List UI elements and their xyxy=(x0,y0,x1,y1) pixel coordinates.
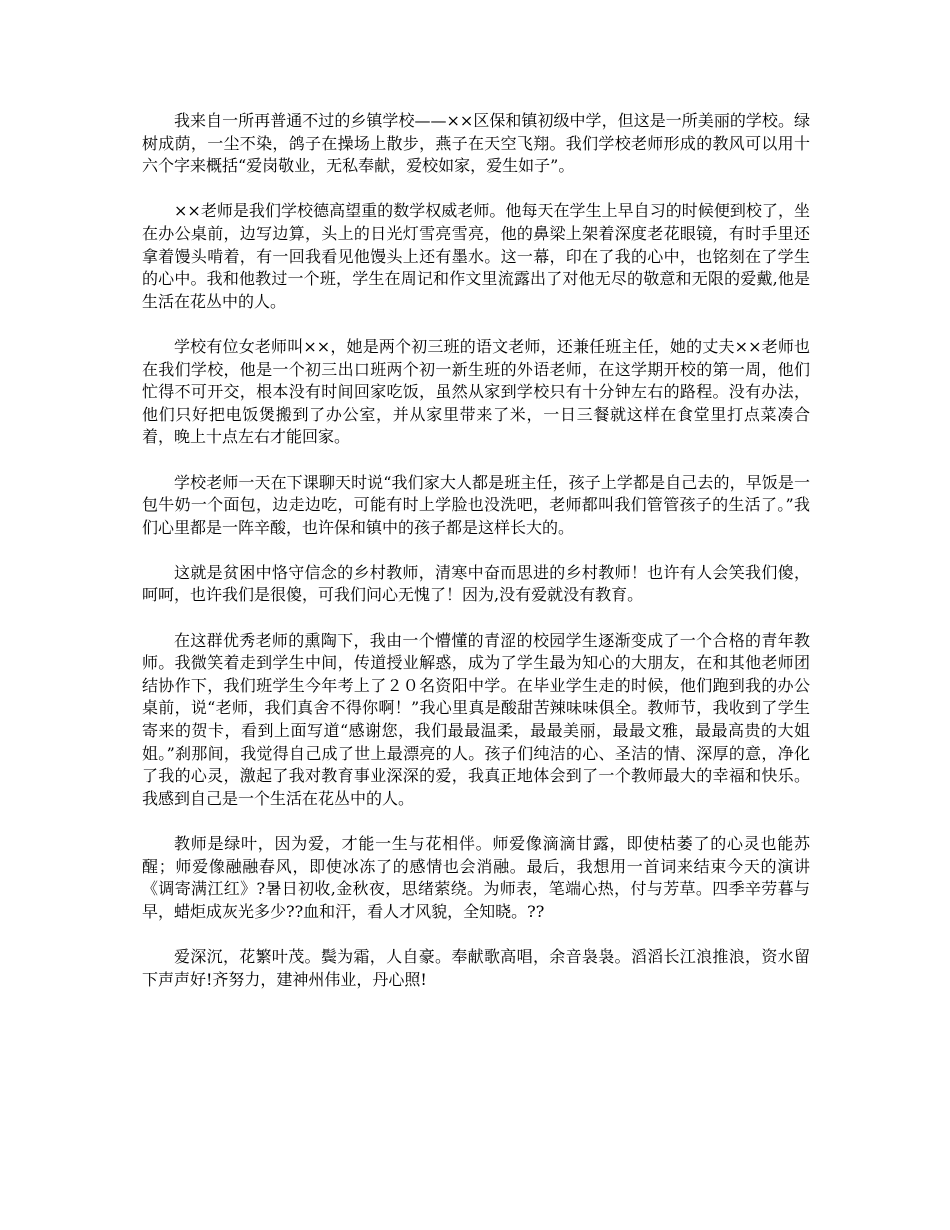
paragraph-1: 我来自一所再普通不过的乡镇学校——××区保和镇初级中学，但这是一所美丽的学校。绿树成荫，一尘不染，鸽子在操场上散步，燕子在天空飞翔。我们学校老师形成的教风可以用十六个字来概括“爱岗敬业，无私奉献，爱校如家，爱生如子”。 xyxy=(142,111,810,176)
paragraph-3: 学校有位女老师叫××，她是两个初三班的语文老师，还兼任班主任，她的丈夫××老师也在我们学校，他是一个初三出口班两个初一新生班的外语老师，在这学期开校的第一周，他们忙得不可开交，根本没有时间回家吃饭，虽然从家到学校只有十分钟左右的路程。没有办法，他们只好把电饭煲搬到了办公室，并从家里带来了米，一日三餐就这样在食堂里打点菜凑合着，晚上十点左右才能回家。 xyxy=(142,336,810,447)
paragraph-4: 学校老师一天在下课聊天时说“我们家大人都是班主任，孩子上学都是自己去的，早饭是一包牛奶一个面包，边走边吃，可能有时上学脸也没洗吧，老师都叫我们管管孩子的生活了。”我们心里都是一阵辛酸，也许保和镇中的孩子都是这样长大的。 xyxy=(142,472,810,537)
paragraph-7: 教师是绿叶，因为爱，才能一生与花相伴。师爱像滴滴甘露，即使枯萎了的心灵也能苏醒；师爱像融融春风，即使冰冻了的感情也会消融。最后，我想用一首词来结束今天的演讲《调寄满江红》?暑日初收,金秋夜，思绪萦绕。为师表，笔端心热，付与芳草。四季辛劳暮与早，蜡炬成灰光多少??血和汗，看人才风貌，全知晓。?? xyxy=(142,834,810,921)
paragraph-8: 爱深沉，花繁叶茂。鬓为霜，人自豪。奉献歌高唱，余音袅袅。滔滔长江浪推浪，资水留下声声好!齐努力，建神州伟业，丹心照! xyxy=(142,946,810,989)
paragraph-5: 这就是贫困中恪守信念的乡村教师，清寒中奋而思进的乡村教师！也许有人会笑我们傻，呵呵，也许我们是很傻，可我们问心无愧了！因为,没有爱就没有教育。 xyxy=(142,562,810,605)
paragraph-2: ××老师是我们学校德高望重的数学权威老师。他每天在学生上早自习的时候便到校了，坐在办公桌前，边写边算，头上的日光灯雪亮雪亮，他的鼻梁上架着深度老花眼镜，有时手里还拿着馒头啃着，有一回我看见他馒头上还有墨水。这一幕，印在了我的心中，也铭刻在了学生的心中。我和他教过一个班，学生在周记和作文里流露出了对他无尽的敬意和无限的爱戴,他是生活在花丛中的人。 xyxy=(142,201,810,311)
paragraph-6: 在这群优秀老师的熏陶下，我由一个懵懂的青涩的校园学生逐渐变成了一个合格的青年教师。我微笑着走到学生中间，传道授业解惑，成为了学生最为知心的大朋友，在和其他老师团结协作下，我们班学生今年考上了２０名资阳中学。在毕业学生走的时候，他们跑到我的办公桌前，说“老师，我们真舍不得你啊！”我心里真是酸甜苦辣味味俱全。教师节，我收到了学生寄来的贺卡，看到上面写道“感谢您，我们最最温柔，最最美丽，最最文雅，最最高贵的大姐姐。”刹那间，我觉得自己成了世上最漂亮的人。孩子们纯洁的心、圣洁的情、深厚的意，净化了我的心灵，激起了我对教育事业深深的爱，我真正地体会到了一个教师最大的幸福和快乐。我感到自己是一个生活在花丛中的人。 xyxy=(142,630,810,808)
document-page xyxy=(142,110,810,1014)
